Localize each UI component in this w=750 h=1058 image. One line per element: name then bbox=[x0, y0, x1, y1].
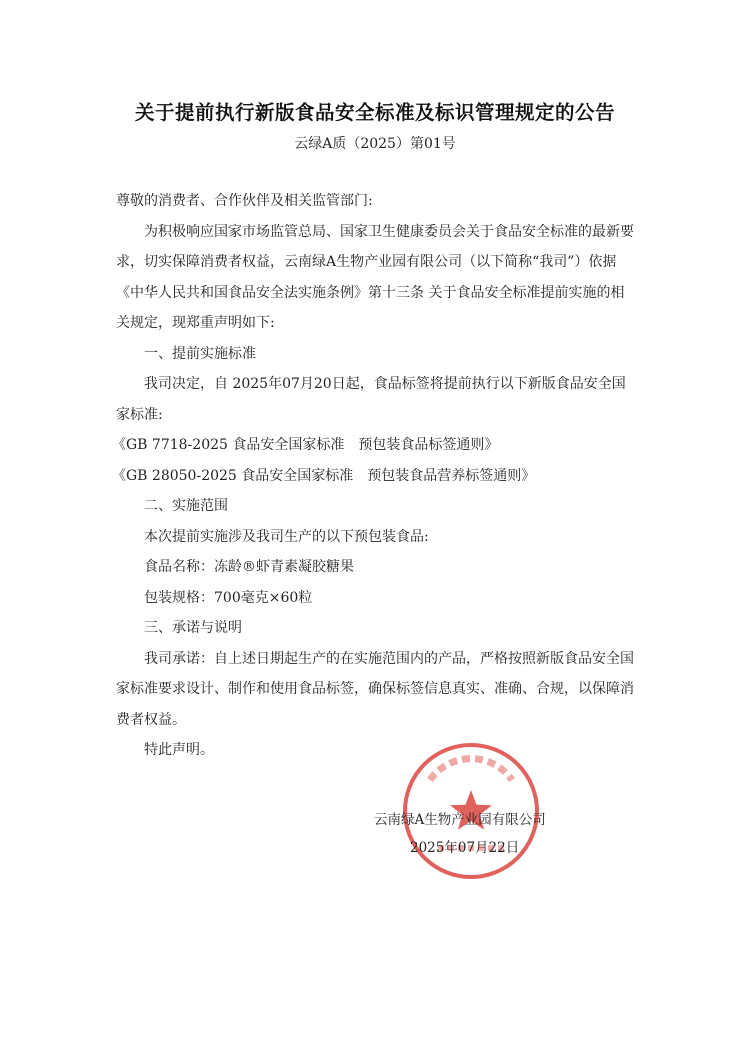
salutation: 尊敬的消费者、合作伙伴及相关监管部门: bbox=[116, 193, 373, 209]
section-1-text: 我司决定，自 2025年07月20日起，食品标签将提前执行以下新版食品安全国家标准: bbox=[116, 376, 626, 423]
signature-date: 2025年07月22日 bbox=[410, 840, 520, 856]
product-spec: 包装规格：700毫克×60粒 bbox=[144, 589, 313, 606]
section-3-heading: 三、承诺与说明 bbox=[144, 620, 242, 636]
standard-item-2: 《GB 28050-2025 食品安全国家标准 预包装食品营养标签通则》 bbox=[112, 467, 536, 484]
section-1-heading: 一、提前实施标准 bbox=[144, 345, 256, 362]
section-2-text: 本次提前实施涉及我司生产的以下预包装食品: bbox=[144, 528, 429, 545]
section-3-text: 我司承诺：自上述日期起生产的在实施范围内的产品，严格按照新版食品安全国家标准要求设计、制作和使用食品标签，确保标签信息真实、准确、合规，以保障消费者权益。 bbox=[116, 650, 634, 728]
section-2-heading: 二、实施范围 bbox=[144, 498, 228, 514]
document-title: 关于提前执行新版食品安全标准及标识管理规定的公告 bbox=[134, 101, 615, 124]
signature-company: 云南绿A生物产业园有限公司 bbox=[374, 812, 546, 828]
product-name: 食品名称：冻龄®虾青素凝胶糖果 bbox=[144, 559, 354, 575]
closing-statement: 特此声明。 bbox=[144, 742, 214, 758]
standard-item-1: 《GB 7718-2025 食品安全国家标准 预包装食品标签通则》 bbox=[112, 437, 499, 453]
intro-paragraph: 为积极响应国家市场监管总局、国家卫生健康委员会关于食品安全标准的最新要求，切实保障消费者权益，云南绿A生物产业园有限公司（以下简称“我司”）依据《中华人民共和国食品安全法实施条例》第十三条 关于食品安全标准提前实施的相关规定，现郑重声明如下: bbox=[116, 223, 634, 331]
document-body bbox=[112, 186, 636, 766]
document-number: 云绿A质（2025）第01号 bbox=[294, 136, 456, 152]
stamp-arc-text-mark bbox=[430, 759, 512, 780]
